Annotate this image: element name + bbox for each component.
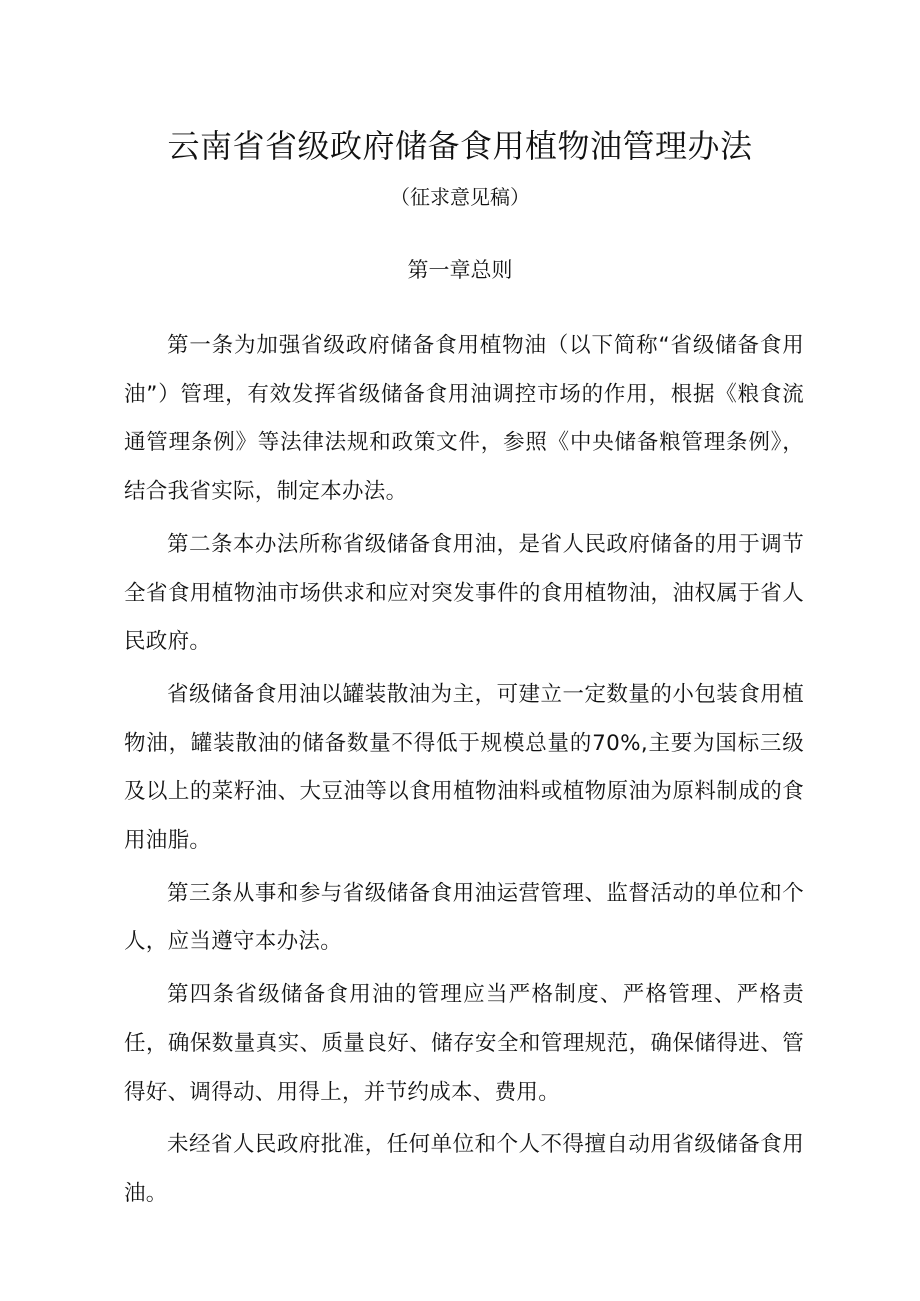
document-body (124, 322, 804, 1223)
article-2-paragraph: 第二条本办法所称省级储备食用油，是省人民政府储备的用于调节全省食用植物油市场供求和应对突发事件的食用植物油，油权属于省人民政府。 (124, 531, 804, 655)
article-2-continuation-paragraph: 省级储备食用油以罐装散油为主，可建立一定数量的小包装食用植物油，罐装散油的储备数量不得低于规模总量的70%,主要为国标三级及以上的菜籽油、大豆油等以食用植物油料或植物原油为原料制成的食用油脂。 (124, 681, 804, 854)
document-subtitle: （征求意见稿） (390, 185, 530, 209)
article-3-paragraph: 第三条从事和参与省级储备食用油运营管理、监督活动的单位和个人，应当遵守本办法。 (124, 880, 804, 955)
article-4-paragraph: 第四条省级储备食用油的管理应当严格制度、严格管理、严格责任，确保数量真实、质量良好、储存安全和管理规范，确保储得进、管得好、调得动、用得上，并节约成本、费用。 (124, 982, 804, 1105)
article-1-paragraph: 第一条为加强省级政府储备食用植物油（以下简称“省级储备食用油”）管理，有效发挥省级储备食用油调控市场的作用，根据《粮食流通管理条例》等法律法规和政策文件，参照《中央储备粮管理条例》，结合我省实际，制定本办法。 (124, 333, 804, 505)
document-title: 云南省省级政府储备食用植物油管理办法 (167, 127, 753, 165)
chapter-heading: 第一章总则 (407, 258, 513, 282)
article-4-continuation-paragraph: 未经省人民政府批准，任何单位和个人不得擅自动用省级储备食用油。 (124, 1132, 804, 1206)
